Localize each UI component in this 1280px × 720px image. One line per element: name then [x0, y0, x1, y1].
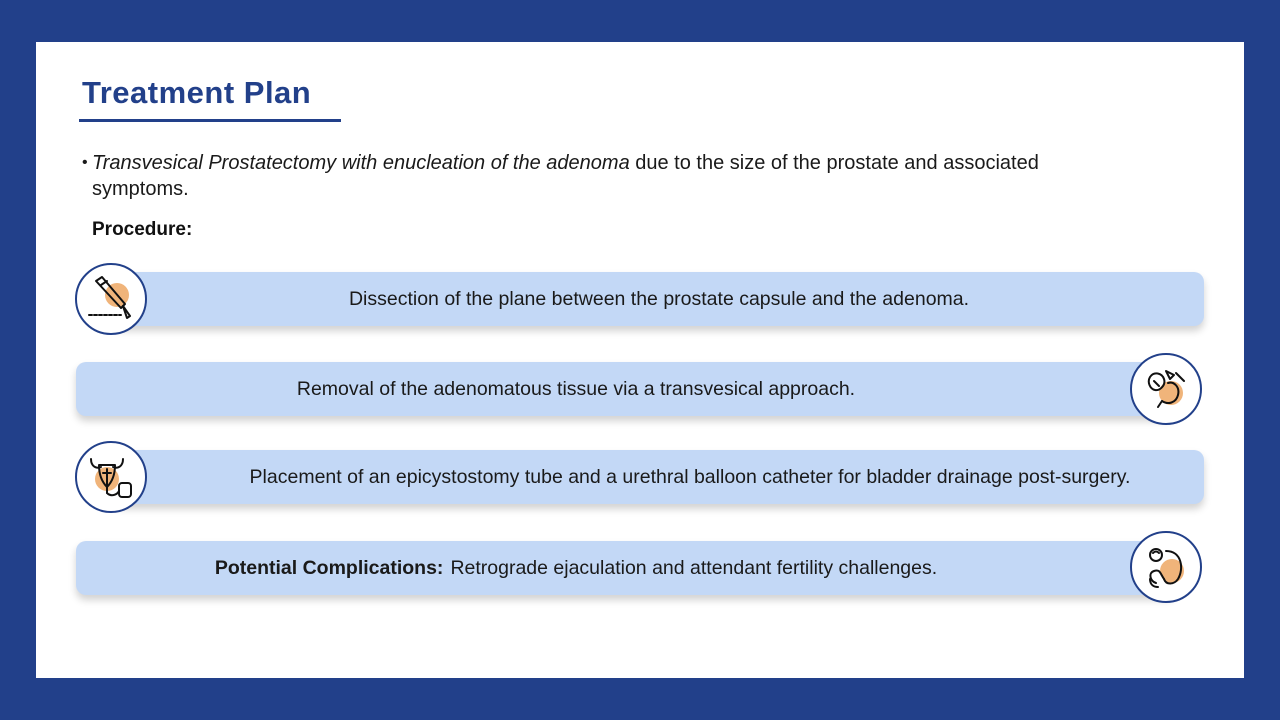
complications-label: Potential Complications:: [214, 556, 444, 579]
catheter-icon: [75, 441, 147, 513]
slide: [36, 42, 1244, 678]
intro-text: [82, 150, 1062, 202]
step-text-2: Removal of the adenomatous tissue via a transvesical approach.: [296, 377, 856, 400]
fertility-icon: [1130, 531, 1202, 603]
complications-card: [76, 541, 1176, 595]
bullet-marker: •: [82, 154, 88, 171]
step-text-3: Placement of an epicystostomy tube and a urethral balloon catheter for bladder drainage post-surgery.: [249, 465, 1131, 488]
step-card-1: [114, 272, 1204, 326]
intro-rest: due to the size of the prostate and associated symptoms.: [92, 152, 1039, 200]
title-underline: [79, 119, 341, 122]
procedure-label: Procedure:: [92, 219, 193, 240]
step-card-3: [114, 450, 1204, 504]
step-text-1: Dissection of the plane between the prostate capsule and the adenoma.: [348, 287, 970, 310]
tissue-removal-icon: [1130, 353, 1202, 425]
page-title: Treatment Plan: [82, 75, 312, 110]
intro-bullet: [82, 150, 1062, 202]
intro-emphasis: Transvesical Prostatectomy with enucleation of the adenoma: [92, 152, 630, 174]
complications-text: Retrograde ejaculation and attendant fertility challenges.: [450, 556, 938, 579]
scalpel-icon: [75, 263, 147, 335]
step-card-2: [76, 362, 1176, 416]
